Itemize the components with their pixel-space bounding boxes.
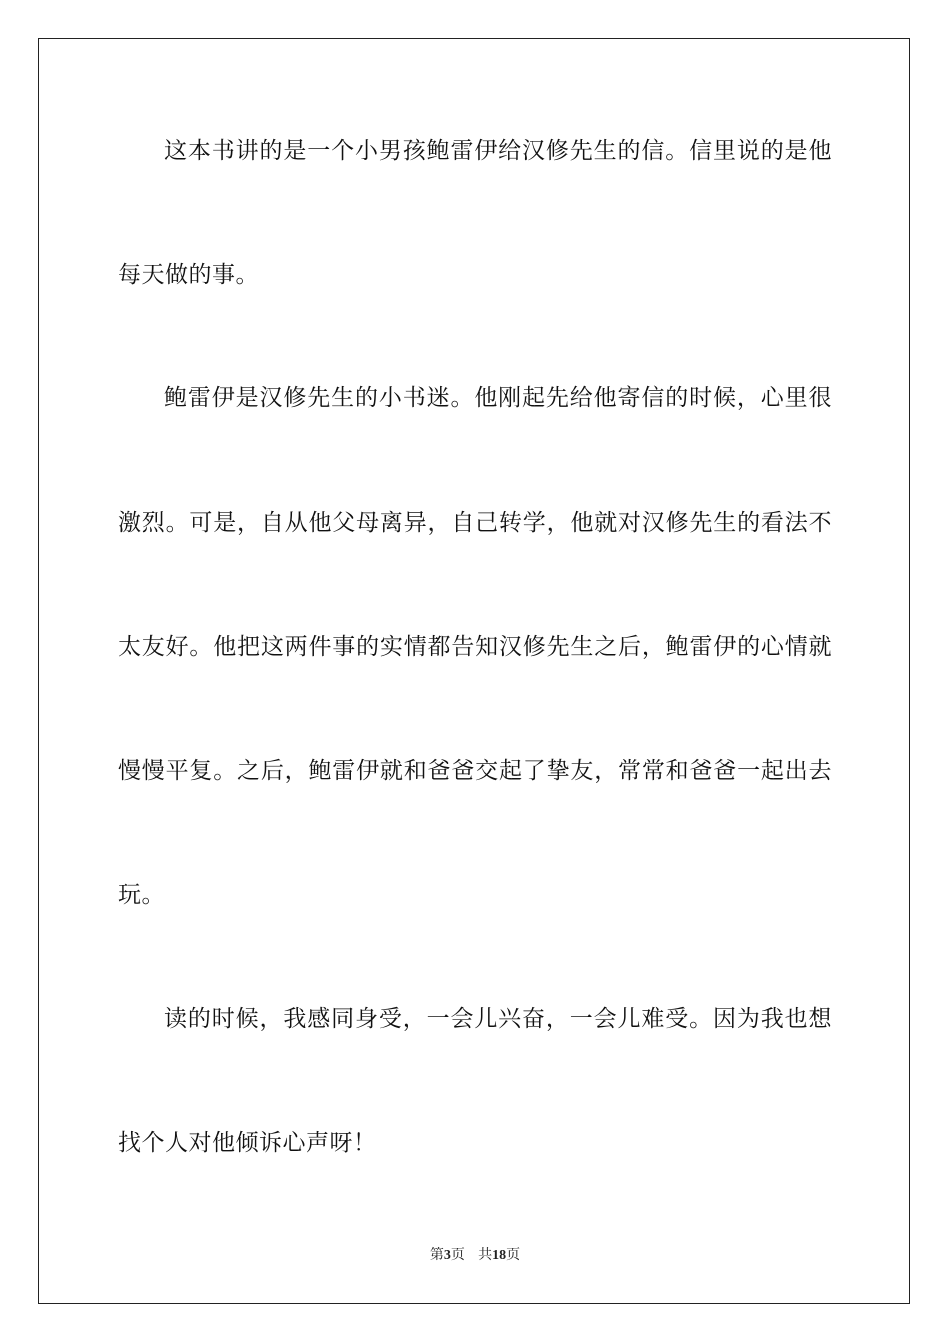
total-label-suffix: 页 <box>506 1247 521 1263</box>
total-label-prefix: 共 <box>478 1247 493 1263</box>
page-border <box>38 38 910 1304</box>
paragraph-2-line-4: 慢慢平复。之后，鲍雷伊就和爸爸交起了挚友，常常和爸爸一起出去 <box>118 758 832 784</box>
paragraph-2-line-1: 鲍雷伊是汉修先生的小书迷。他刚起先给他寄信的时候，心里很 <box>164 385 832 411</box>
page-label-suffix: 页 <box>450 1247 465 1263</box>
current-page-number: 3 <box>443 1248 451 1263</box>
page-label-prefix: 第 <box>429 1247 444 1263</box>
paragraph-2-line-2: 激烈。可是，自从他父母离异，自己转学，他就对汉修先生的看法不 <box>118 510 832 536</box>
paragraph-1-line-1: 这本书讲的是一个小男孩鲍雷伊给汉修先生的信。信里说的是他 <box>164 138 832 164</box>
total-page-number: 18 <box>492 1248 507 1263</box>
paragraph-1-line-2: 每天做的事。 <box>118 262 259 288</box>
paragraph-2-line-5: 玩。 <box>118 882 165 908</box>
paragraph-2-line-3: 太友好。他把这两件事的实情都告知汉修先生之后，鲍雷伊的心情就 <box>118 634 832 660</box>
page-footer <box>0 1246 950 1265</box>
paragraph-3-line-1: 读的时候，我感同身受，一会儿兴奋，一会儿难受。因为我也想 <box>164 1006 832 1032</box>
paragraph-3-line-2: 找个人对他倾诉心声呀！ <box>118 1130 377 1156</box>
